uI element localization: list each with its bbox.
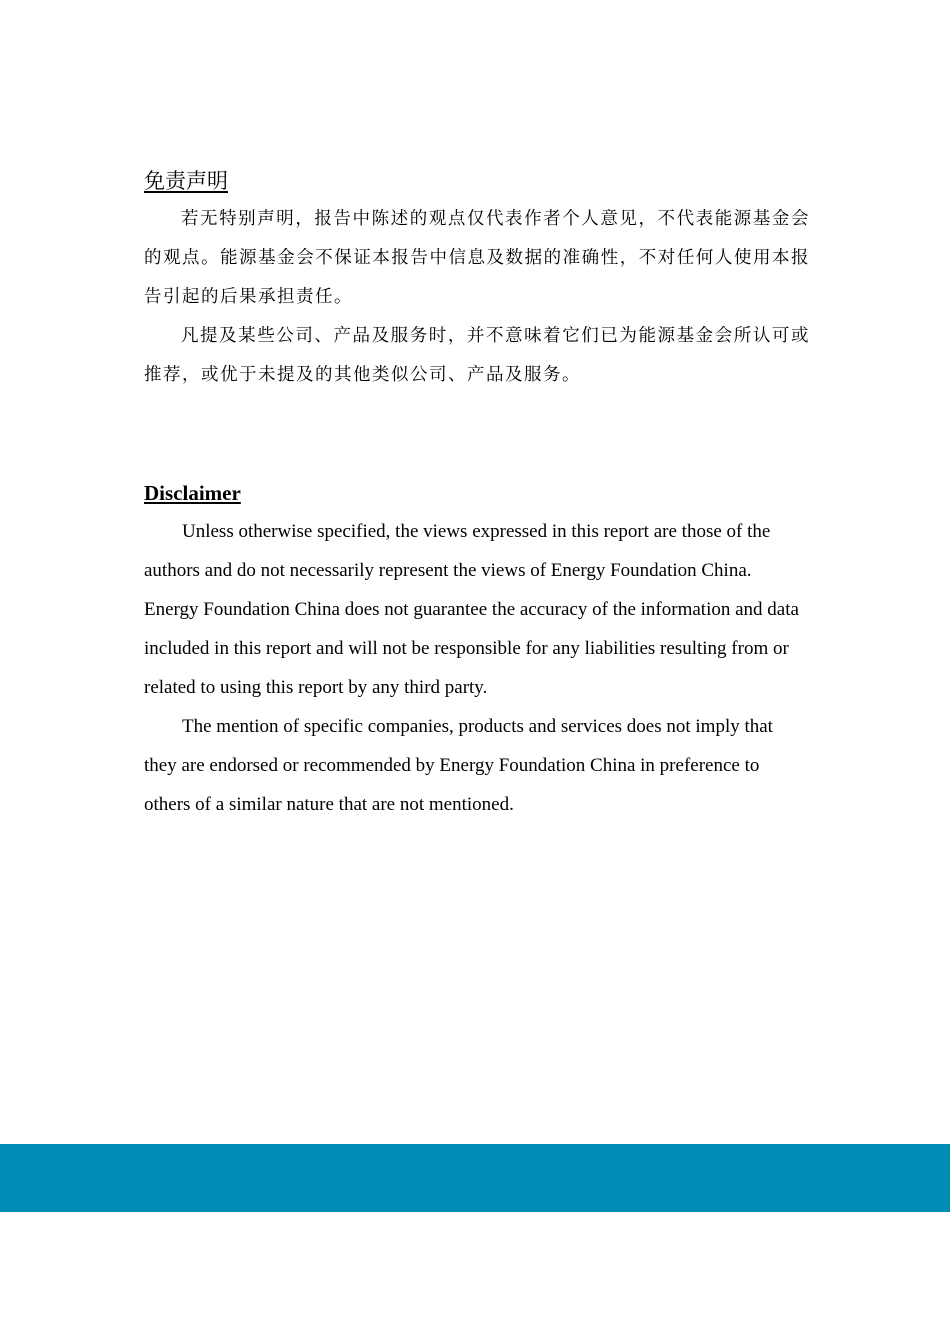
chinese-disclaimer-paragraph-1: 若无特别声明，报告中陈述的观点仅代表作者个人意见，不代表能源基金会的观点。能源基金会不保证本报告中信息及数据的准确性，不对任何人使用本报告引起的后果承担责任。 (144, 209, 810, 307)
english-disclaimer-paragraph-1: Unless otherwise specified, the views expressed in this report are those of the authors and do not necessarily represent the views of Energy Foundation China. Energy Foundation China does not guarantee the accuracy of the information and data included in this report and will not be responsible for any liabilities resulting from or related to using this report by any third party. (144, 521, 799, 698)
english-disclaimer-title: Disclaimer (144, 481, 241, 505)
chinese-disclaimer-section (144, 164, 810, 395)
chinese-disclaimer-paragraph-2: 凡提及某些公司、产品及服务时，并不意味着它们已为能源基金会所认可或推荐，或优于未提及的其他类似公司、产品及服务。 (144, 326, 810, 385)
footer-color-band (0, 1144, 950, 1212)
chinese-disclaimer-title: 免责声明 (144, 169, 228, 193)
english-disclaimer-paragraph-2: The mention of specific companies, products and services does not imply that they are endorsed or recommended by Energy Foundation China in preference to others of a similar nature that are not mentioned. (144, 716, 773, 815)
english-disclaimer-section (144, 476, 810, 824)
